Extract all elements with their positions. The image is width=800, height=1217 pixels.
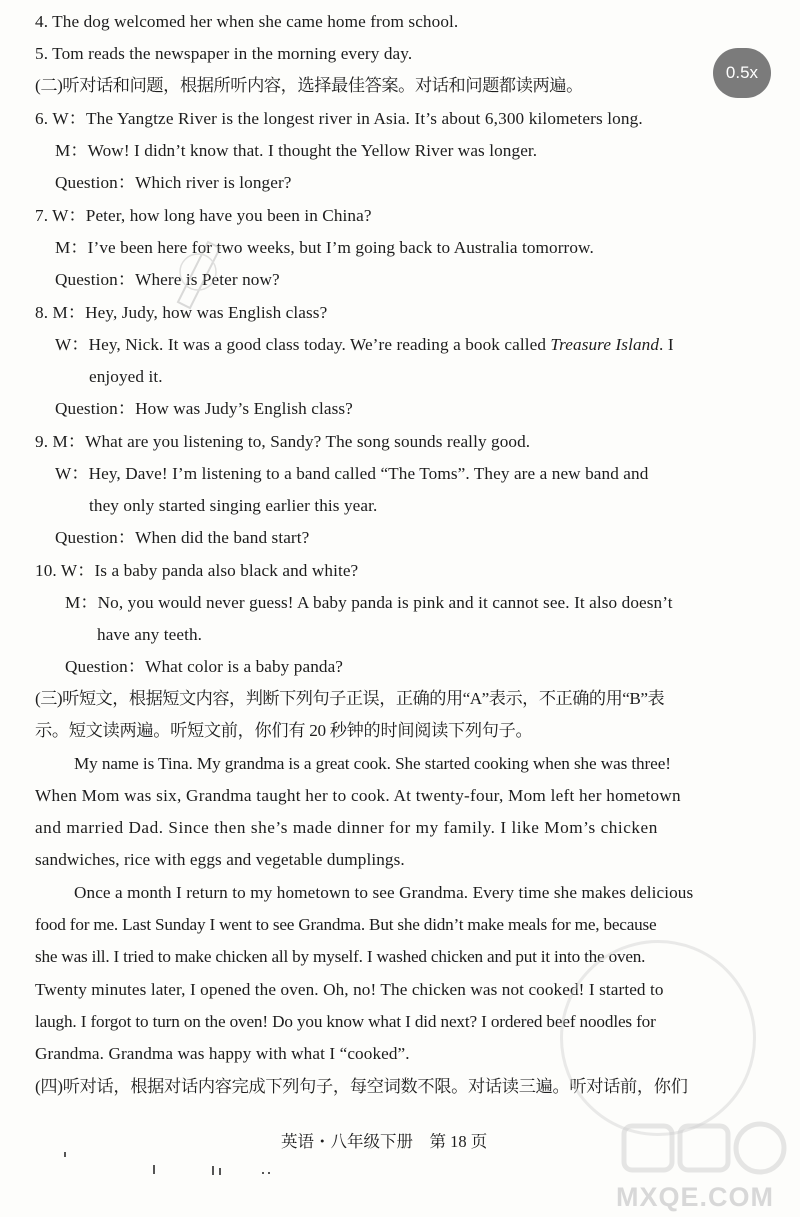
scan-mark bbox=[153, 1165, 155, 1174]
text-line bbox=[55, 334, 674, 356]
text-segment: W：Hey, Nick. It was a good class today. We’re reading a book called bbox=[55, 335, 551, 354]
passage-line: and married Dad. Since then she’s made dinner for my family. I like Mom’s chicken bbox=[35, 818, 658, 837]
section-heading: 示。短文读两遍。听短文前，你们有 20 秒钟的时间阅读下列句子。 bbox=[35, 721, 533, 740]
text-segment: . I bbox=[659, 335, 674, 354]
passage-line: she was ill. I tried to make chicken all by myself. I washed chicken and put it into the oven. bbox=[35, 947, 646, 966]
passage-line: My name is Tina. My grandma is a great cook. She started cooking when she was three! bbox=[74, 754, 671, 773]
passage-line: sandwiches, rice with eggs and vegetable dumplings. bbox=[35, 850, 405, 869]
text-line: 6. W：The Yangtze River is the longest river in Asia. It’s about 6,300 kilometers long. bbox=[35, 109, 643, 128]
text-line: enjoyed it. bbox=[89, 367, 163, 386]
watermark-logo-icon bbox=[620, 1118, 788, 1178]
book-title: Treasure Island bbox=[550, 335, 660, 354]
section-heading: (三)听短文，根据短文内容，判断下列句子正误，正确的用“A”表示，不正确的用“B”表 bbox=[35, 689, 665, 708]
watermark-circle-icon bbox=[560, 940, 756, 1136]
text-line: W：Hey, Dave! I’m listening to a band called “The Toms”. They are a new band and bbox=[55, 464, 649, 483]
passage-line: When Mom was six, Grandma taught her to cook. At twenty-four, Mom left her hometown bbox=[35, 786, 681, 805]
text-line: M：No, you would never guess! A baby panda is pink and it cannot see. It also doesn’t bbox=[65, 593, 673, 612]
scan-mark bbox=[219, 1168, 221, 1175]
scan-mark bbox=[212, 1166, 214, 1175]
question-line: Question：Which river is longer? bbox=[55, 173, 292, 192]
question-line: Question：What color is a baby panda? bbox=[65, 657, 344, 676]
text-line: 5. Tom reads the newspaper in the morning every day. bbox=[35, 44, 413, 63]
text-line: 7. W：Peter, how long have you been in China? bbox=[35, 206, 372, 225]
passage-line: Grandma. Grandma was happy with what I “cooked”. bbox=[35, 1044, 410, 1063]
question-line: Question：When did the band start? bbox=[55, 528, 310, 547]
passage-line: food for me. Last Sunday I went to see Grandma. But she didn’t make meals for me, because bbox=[35, 915, 657, 934]
section-heading: (四)听对话，根据对话内容完成下列句子，每空词数不限。对话读三遍。听对话前，你们 bbox=[35, 1077, 688, 1096]
scan-mark bbox=[268, 1172, 270, 1174]
passage-line: Once a month I return to my hometown to see Grandma. Every time she makes delicious bbox=[74, 883, 694, 902]
text-line: M：Wow! I didn’t know that. I thought the Yellow River was longer. bbox=[55, 141, 538, 160]
zoom-level-button[interactable]: 0.5x bbox=[713, 48, 771, 98]
page-footer: 英语・八年级下册 第 18 页 bbox=[281, 1132, 488, 1151]
text-line: 4. The dog welcomed her when she came home from school. bbox=[35, 12, 459, 31]
question-line: Question：How was Judy’s English class? bbox=[55, 399, 353, 418]
scan-mark bbox=[64, 1152, 66, 1157]
watermark-stamp-icon bbox=[168, 232, 228, 314]
text-line: 10. W：Is a baby panda also black and white? bbox=[35, 561, 359, 580]
passage-line: laugh. I forgot to turn on the oven! Do you know what I did next? I ordered beef noodles for bbox=[35, 1012, 656, 1031]
passage-line: Twenty minutes later, I opened the oven. Oh, no! The chicken was not cooked! I started to bbox=[35, 980, 664, 999]
text-line: they only started singing earlier this year. bbox=[89, 496, 378, 515]
scan-mark bbox=[262, 1172, 264, 1174]
text-line: have any teeth. bbox=[97, 625, 203, 644]
text-line: M：I’ve been here for two weeks, but I’m going back to Australia tomorrow. bbox=[55, 238, 594, 257]
watermark-url: MXQE.COM bbox=[616, 1182, 775, 1212]
section-heading: (二)听对话和问题，根据所听内容，选择最佳答案。对话和问题都读两遍。 bbox=[35, 76, 583, 95]
question-line: Question：Where is Peter now? bbox=[55, 270, 280, 289]
text-line: 8. M：Hey, Judy, how was English class? bbox=[35, 303, 328, 322]
text-line: 9. M：What are you listening to, Sandy? The song sounds really good. bbox=[35, 432, 531, 451]
